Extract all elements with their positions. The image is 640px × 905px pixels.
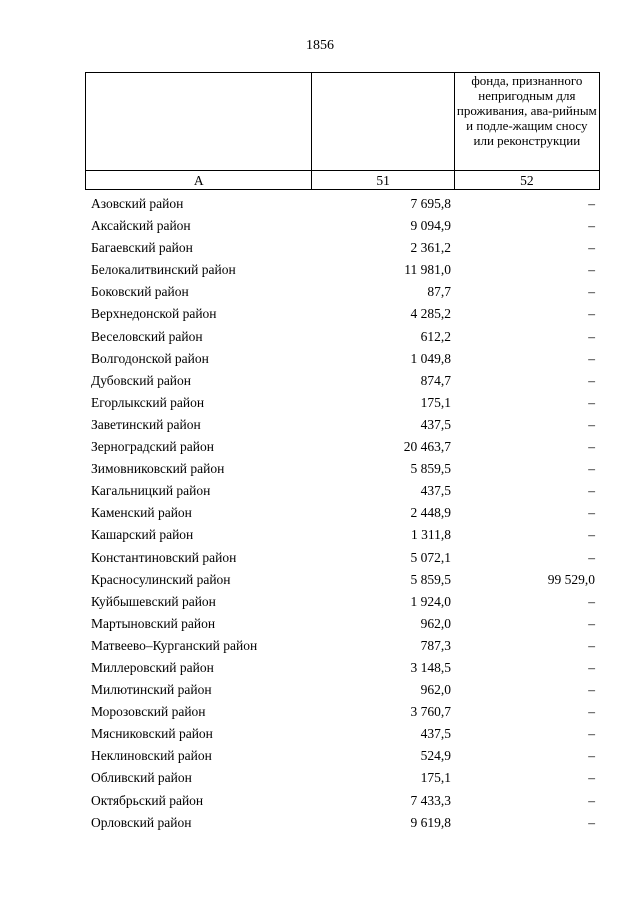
value-col-52: – [588, 748, 595, 764]
value-col-51: 7 433,3 [410, 792, 451, 808]
value-col-52: – [588, 372, 595, 388]
district-name: Боковский район [91, 284, 189, 300]
value-col-52: – [588, 682, 595, 698]
value-col-52: – [588, 704, 595, 720]
table-row [0, 436, 640, 458]
value-col-52: – [588, 240, 595, 256]
table-row [0, 767, 640, 789]
table-row [0, 679, 640, 701]
value-col-52: – [588, 483, 595, 499]
district-name: Веселовский район [91, 328, 203, 344]
value-col-52: – [588, 659, 595, 675]
district-name: Куйбышевский район [91, 593, 216, 609]
value-col-51: 175,1 [420, 770, 451, 786]
header-cell-51 [312, 73, 454, 171]
table-header [85, 72, 600, 190]
value-col-52: – [588, 439, 595, 455]
table-row [0, 790, 640, 812]
value-col-51: 2 361,2 [410, 240, 451, 256]
value-col-52: – [588, 615, 595, 631]
district-name: Неклиновский район [91, 748, 212, 764]
district-name: Егорлыкский район [91, 394, 205, 410]
header-cell-52: фонда, признанного непригодным для проживания, ава-рийным и подле-жащим сносу или реконструкции [454, 73, 599, 171]
district-name: Зерноградский район [91, 439, 214, 455]
table-row [0, 635, 640, 657]
table-row [0, 547, 640, 569]
value-col-52: – [588, 527, 595, 543]
district-name: Обливский район [91, 770, 192, 786]
district-name: Дубовский район [91, 372, 192, 388]
value-col-51: 2 448,9 [410, 505, 451, 521]
district-name: Азовский район [91, 196, 184, 211]
district-name: Миллеровский район [91, 659, 214, 675]
district-name: Верхнедонской район [91, 306, 217, 322]
table-row [0, 480, 640, 502]
district-name: Белокалитвинский район [91, 262, 236, 278]
value-col-51: 437,5 [420, 726, 451, 742]
value-col-52: – [588, 394, 595, 410]
value-col-52: – [588, 505, 595, 521]
value-col-51: 5 072,1 [410, 549, 451, 565]
value-col-51: 5 859,5 [410, 461, 451, 477]
value-col-52: – [588, 814, 595, 830]
column-label-51: 51 [312, 171, 454, 190]
value-col-52: – [588, 770, 595, 786]
district-name: Константиновский район [91, 549, 237, 565]
value-col-51: 5 859,5 [410, 571, 451, 587]
table-row [0, 701, 640, 723]
table-body [0, 193, 640, 834]
table-row [0, 502, 640, 524]
value-col-52: – [588, 328, 595, 344]
value-col-52: – [588, 306, 595, 322]
value-col-52: – [588, 461, 595, 477]
header-row [86, 73, 600, 171]
district-name: Матвеево–Курганский район [91, 637, 258, 653]
district-name: Октябрьский район [91, 792, 204, 808]
value-col-52: – [588, 350, 595, 366]
table-row [0, 524, 640, 546]
value-col-51: 1 924,0 [410, 593, 451, 609]
table-row [0, 370, 640, 392]
value-col-51: 962,0 [420, 615, 451, 631]
value-col-52: – [588, 726, 595, 742]
value-col-51: 1 311,8 [411, 527, 451, 543]
district-name: Милютинский район [91, 682, 212, 698]
page-number: 1856 [306, 38, 334, 53]
table-row [0, 237, 640, 259]
district-name: Красносулинский район [91, 571, 231, 587]
district-name: Багаевский район [91, 240, 193, 256]
value-col-52: – [588, 637, 595, 653]
table-row [0, 591, 640, 613]
value-col-52: – [588, 792, 595, 808]
value-col-51: 3 148,5 [410, 659, 451, 675]
table-row [0, 215, 640, 237]
value-col-52: – [588, 284, 595, 300]
value-col-51: 437,5 [420, 483, 451, 499]
table-row [0, 657, 640, 679]
district-name: Заветинский район [91, 416, 201, 432]
value-col-51: 175,1 [420, 394, 451, 410]
table-row [0, 613, 640, 635]
district-name: Мясниковский район [91, 726, 213, 742]
value-col-51: 20 463,7 [403, 439, 451, 455]
value-col-52: – [588, 218, 595, 234]
value-col-52: – [588, 196, 595, 211]
value-col-51: 7 695,8 [410, 196, 451, 211]
district-name: Орловский район [91, 814, 192, 830]
table-row [0, 414, 640, 436]
table-row [0, 303, 640, 325]
value-col-51: 524,9 [420, 748, 451, 764]
district-name: Кагальницкий район [91, 483, 211, 499]
table-row [0, 193, 640, 215]
value-col-52: – [588, 593, 595, 609]
value-col-52: – [588, 416, 595, 432]
table-row [0, 259, 640, 281]
district-name: Зимовниковский район [91, 461, 225, 477]
value-col-51: 9 094,9 [410, 218, 451, 234]
value-col-51: 962,0 [420, 682, 451, 698]
value-col-51: 874,7 [420, 372, 451, 388]
value-col-52: – [588, 549, 595, 565]
value-col-51: 11 981,0 [404, 262, 451, 278]
district-name: Каменский район [91, 505, 192, 521]
value-col-51: 612,2 [420, 328, 451, 344]
district-name: Кашарский район [91, 527, 194, 543]
table-row [0, 569, 640, 591]
district-name: Волгодонской район [91, 350, 209, 366]
table-row [0, 281, 640, 303]
table-row [0, 745, 640, 767]
table-row [0, 326, 640, 348]
value-col-51: 787,3 [420, 637, 451, 653]
value-col-51: 4 285,2 [410, 306, 451, 322]
value-col-51: 437,5 [420, 416, 451, 432]
value-col-51: 87,7 [427, 284, 451, 300]
table-row [0, 458, 640, 480]
table-row [0, 812, 640, 834]
column-label-52: 52 [454, 171, 599, 190]
district-name: Мартыновский район [91, 615, 216, 631]
column-number-row [86, 171, 600, 190]
value-col-52: – [588, 262, 595, 278]
table-row [0, 392, 640, 414]
value-col-51: 1 049,8 [410, 350, 451, 366]
district-name: Аксайский район [91, 218, 191, 234]
header-cell-a [86, 73, 312, 171]
district-name: Морозовский район [91, 704, 206, 720]
column-label-a: А [86, 171, 312, 190]
value-col-52: 99 529,0 [547, 571, 595, 587]
value-col-51: 3 760,7 [410, 704, 451, 720]
table-row [0, 348, 640, 370]
value-col-51: 9 619,8 [410, 814, 451, 830]
table-row [0, 723, 640, 745]
